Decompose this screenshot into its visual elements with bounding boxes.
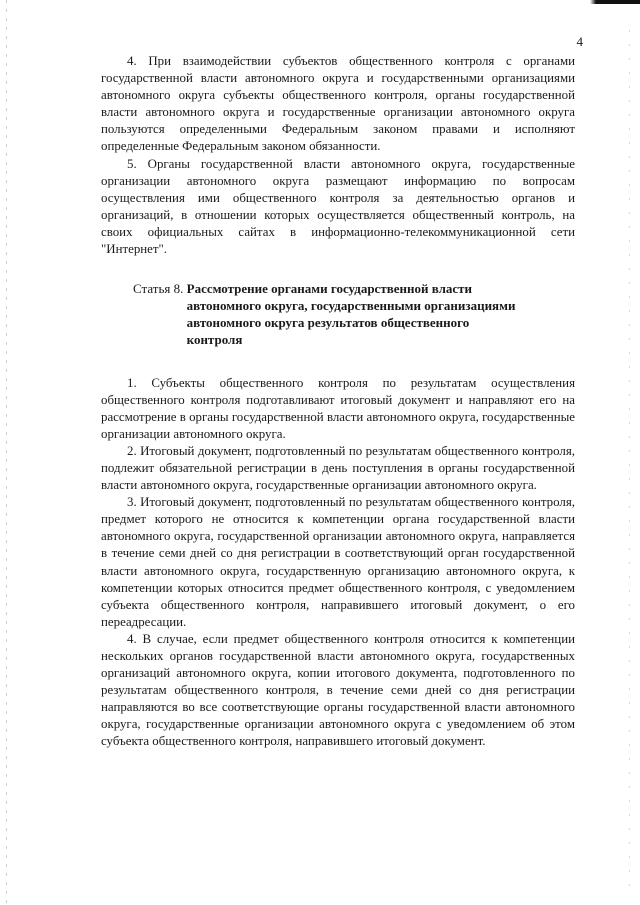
- page-number: 4: [576, 34, 583, 49]
- paragraph-2: 2. Итоговый документ, подготовленный по результатам общественного контроля, подлежит обязательной регистрации в день поступления в органы государственной власти автономного округа, государственные организации автономного округа.: [101, 443, 575, 493]
- paragraph-4: 4. В случае, если предмет общественного контроля относится к компетенции нескольких органов государственной власти автономного округа, государственных организаций автономного округа, копии итогового документа, подготовленного по результатам общественного контроля, в течение семи дней со дня регистрации направляются во все соответствующие органы государственной власти автономного округа, государственные организации автономного округа с уведомлением об этом субъекта общественного контроля, направившего итоговый документ.: [101, 631, 575, 749]
- scan-edge-left: [6, 0, 7, 905]
- scan-edge-right: [629, 30, 630, 890]
- paragraph-1: 1. Субъекты общественного контроля по результатам осуществления общественного контроля подготавливают итоговый документ и направляют его на рассмотрение в органы государственной власти автономного округа, государственные организации автономного округа.: [101, 375, 575, 441]
- article-title: Рассмотрение органами государственной власти автономного округа, государственными организациями автономного округа результатов общественного контроля: [186, 281, 516, 348]
- article-heading: [133, 280, 575, 348]
- scan-edge-top: [0, 0, 640, 4]
- article-label: Статья 8.: [133, 281, 187, 297]
- paragraph-top-5: 5. Органы государственной власти автономного округа, государственные организации автономного округа размещают информацию по вопросам осуществления ими общественного контроля за деятельностью органов и организаций, в отношении которых осуществляется общественный контроль, на своих официальных сайтах в информационно-телекоммуникационной сети "Интернет".: [101, 156, 575, 257]
- paragraph-top-4: 4. При взаимодействии субъектов общественного контроля с органами государственной власти автономного округа и государственными организациями автономного округа субъекты общественного контроля, органы государственной власти автономного округа и государственные организации автономного округа пользуются определенными Федеральным законом правами и исполняют определенные Федеральным законом обязанности.: [101, 54, 575, 154]
- document-body: [101, 53, 575, 751]
- paragraph-3: 3. Итоговый документ, подготовленный по результатам общественного контроля, предмет которого не относится к компетенции органа государственной власти автономного округа, государственной организации автономного округа, направляется в течение семи дней со дня регистрации в соответствующий орган государственной власти автономного округа, государственную организацию автономного округа, к компетенции которых относится предмет общественного контроля, с уведомлением субъекта общественного контроля, направившего итоговый документ, о его переадресации.: [101, 495, 575, 629]
